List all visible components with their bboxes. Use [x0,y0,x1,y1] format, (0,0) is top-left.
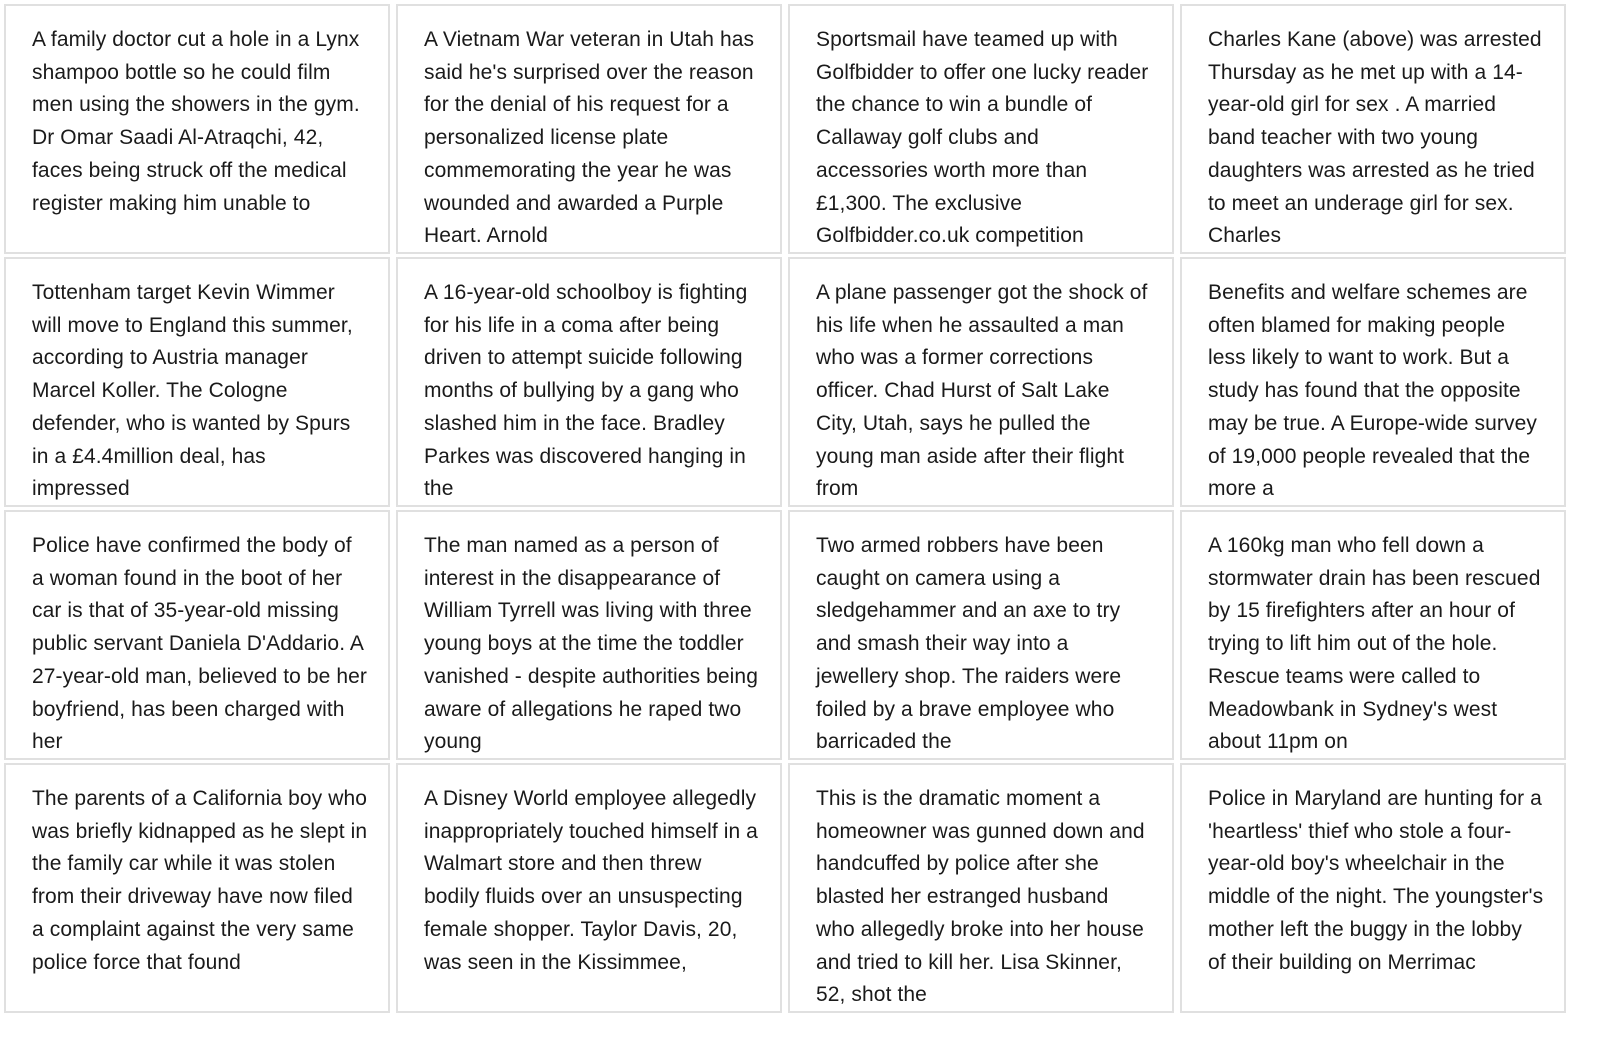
article-card[interactable] [1180,257,1566,507]
article-snippet: A 16-year-old schoolboy is fighting for his life in a coma after being driven to attempt suicide following months of bullying by a gang who slashed him in the face. Bradley Parkes was discovered hanging in the [424,281,748,501]
article-card[interactable] [396,510,782,760]
article-grid [4,4,1566,1013]
article-snippet: Tottenham target Kevin Wimmer will move to England this summer, according to Austria manager Marcel Koller. The Cologne defender, who is wanted by Spurs in a £4.4million deal, has impressed [32,281,353,501]
article-snippet: A Disney World employee allegedly inappropriately touched himself in a Walmart store and then threw bodily fluids over an unsuspecting female shopper. Taylor Davis, 20, was seen in the Kissimmee, [424,787,758,974]
article-card[interactable] [1180,510,1566,760]
article-card[interactable] [788,257,1174,507]
article-card[interactable] [396,4,782,254]
article-snippet: Sportsmail have teamed up with Golfbidder to offer one lucky reader the chance to win a bundle of Callaway golf clubs and accessories worth more than £1,300. The exclusive Golfbidder.co.uk competition [816,28,1149,248]
article-snippet: This is the dramatic moment a homeowner was gunned down and handcuffed by police after she blasted her estranged husband who allegedly broke into her house and tried to kill her. Lisa Skinner, 52, shot the [816,787,1145,1007]
article-card[interactable] [4,510,390,760]
article-card[interactable] [788,510,1174,760]
article-snippet: The man named as a person of interest in the disappearance of William Tyrrell was living with three young boys at the time the toddler vanished - despite authorities being aware of allegations he raped two young [424,534,758,754]
article-snippet: Police have confirmed the body of a woman found in the boot of her car is that of 35-year-old missing public servant Daniela D'Addario. A 27-year-old man, believed to be her boyfriend, has been charged with her [32,534,368,754]
article-snippet: A family doctor cut a hole in a Lynx shampoo bottle so he could film men using the showers in the gym. Dr Omar Saadi Al-Atraqchi, 42, faces being struck off the medical register making him unable to [32,28,360,215]
article-card[interactable] [4,257,390,507]
article-snippet: A Vietnam War veteran in Utah has said he's surprised over the reason for the denial of his request for a personalized license plate commemorating the year he was wounded and awarded a Purple Heart. Arnold [424,28,755,248]
article-snippet: A 160kg man who fell down a stormwater drain has been rescued by 15 firefighters after an hour of trying to lift him out of the hole. Rescue teams were called to Meadowbank in Sydney's west about 11pm on [1208,534,1541,754]
article-snippet: A plane passenger got the shock of his life when he assaulted a man who was a former corrections officer. Chad Hurst of Salt Lake City, Utah, says he pulled the young man aside after their flight from [816,281,1148,501]
article-card[interactable] [788,4,1174,254]
article-snippet: Benefits and welfare schemes are often blamed for making people less likely to want to work. But a study has found that the opposite may be true. A Europe-wide survey of 19,000 people revealed that the more a [1208,281,1537,501]
article-card[interactable] [4,763,390,1013]
article-card[interactable] [788,763,1174,1013]
article-card[interactable] [396,257,782,507]
article-snippet: The parents of a California boy who was briefly kidnapped as he slept in the family car while it was stolen from their driveway have now filed a complaint against the very same police force that found [32,787,368,974]
article-snippet: Police in Maryland are hunting for a 'heartless' thief who stole a four-year-old boy's wheelchair in the middle of the night. The youngster's mother left the buggy in the lobby of their building on Merrimac [1208,787,1544,974]
article-snippet: Two armed robbers have been caught on camera using a sledgehammer and an axe to try and smash their way into a jewellery shop. The raiders were foiled by a brave employee who barricaded the [816,534,1122,754]
article-card[interactable] [1180,763,1566,1013]
article-card[interactable] [1180,4,1566,254]
article-card[interactable] [4,4,390,254]
article-card[interactable] [396,763,782,1013]
article-snippet: Charles Kane (above) was arrested Thursday as he met up with a 14-year-old girl for sex . A married band teacher with two young daughters was arrested as he tried to meet an underage girl for sex. Charles [1208,28,1542,248]
